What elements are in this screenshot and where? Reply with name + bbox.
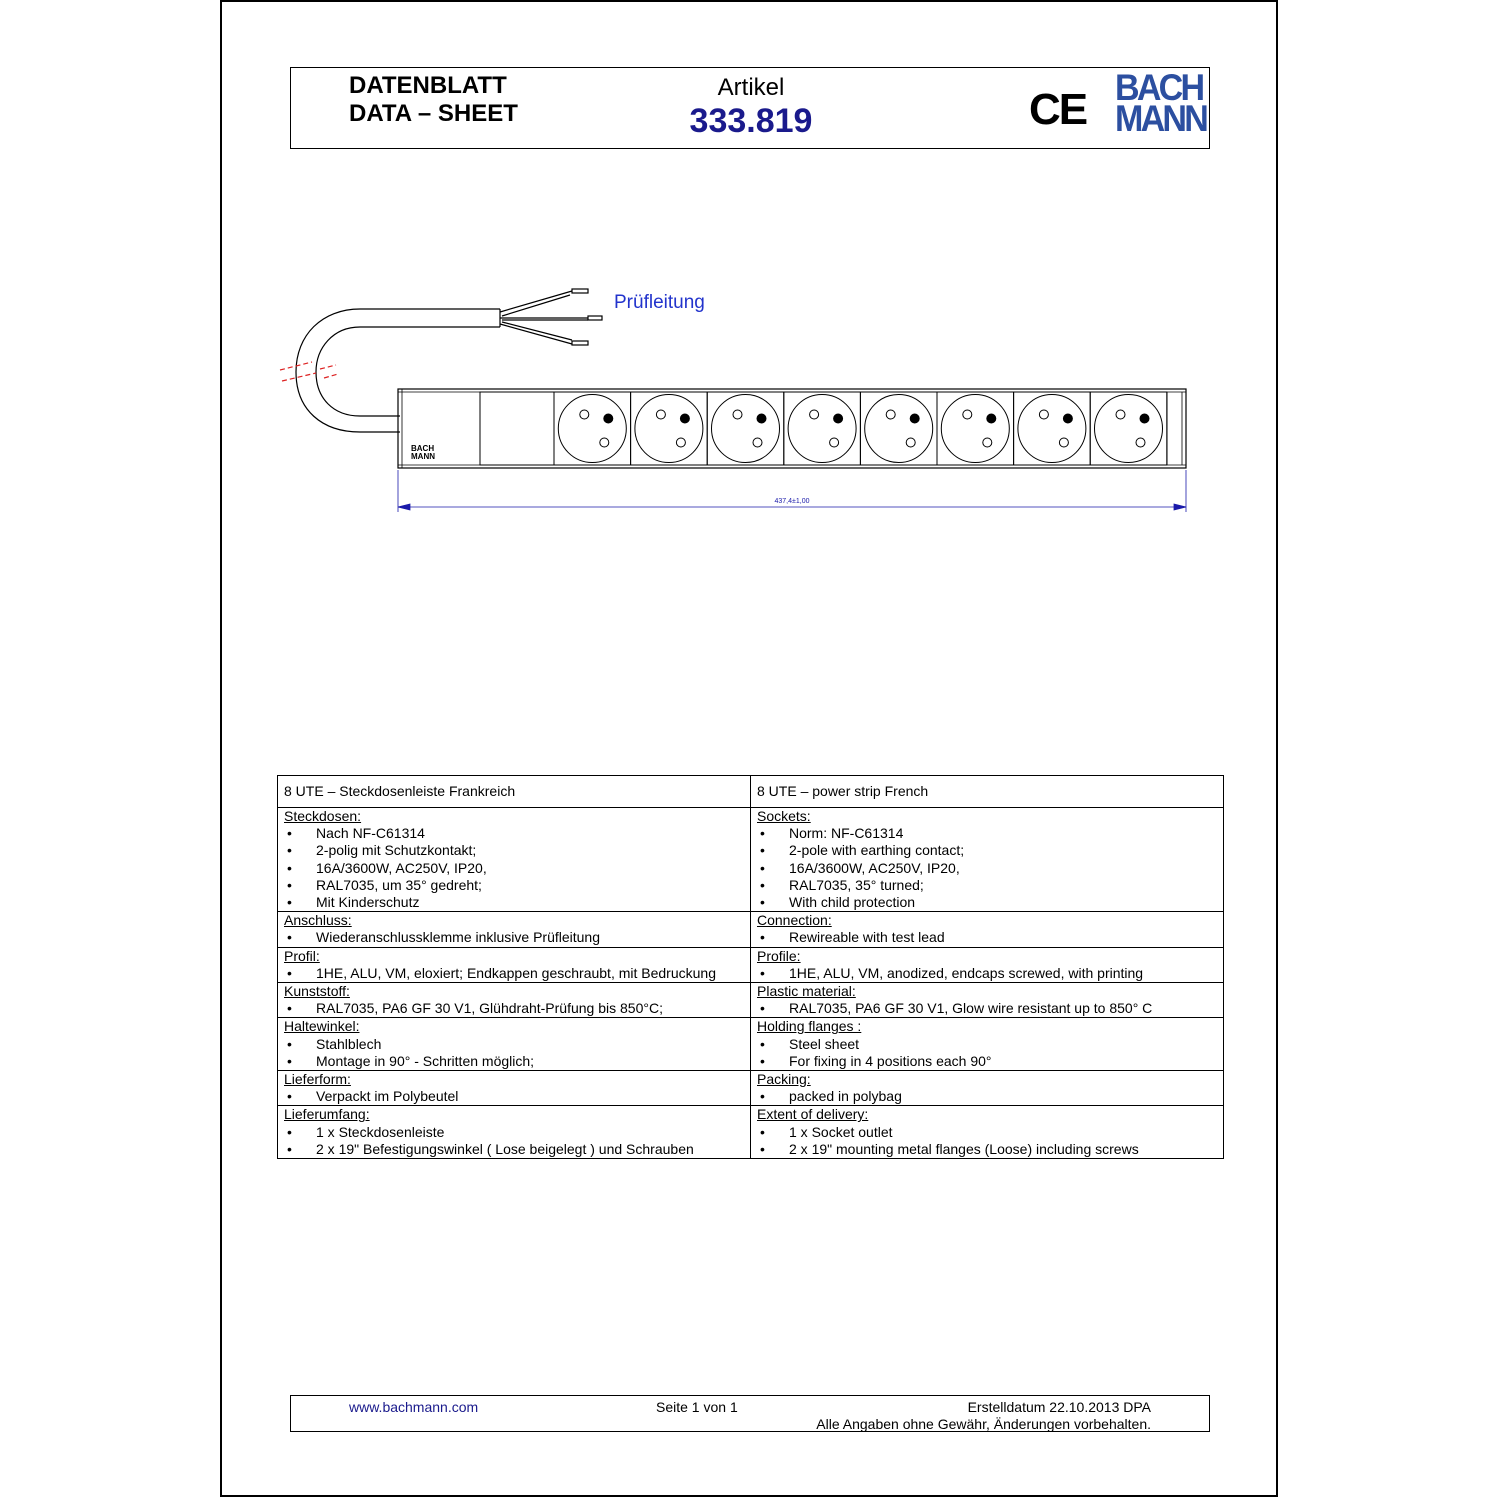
spec-row xyxy=(278,1106,1224,1159)
ce-mark-icon: CE xyxy=(1029,85,1087,134)
spec-list-item: • 1 x Steckdosenleiste xyxy=(284,1124,750,1141)
spec-list xyxy=(284,1036,750,1070)
spec-cell-german xyxy=(278,1018,751,1071)
spec-row xyxy=(278,1071,1224,1106)
socket-outlet xyxy=(937,392,1014,465)
spec-title-english: 8 UTE – power strip French xyxy=(751,776,1224,808)
spec-row xyxy=(278,983,1224,1018)
spec-list-item: • RAL7035, PA6 GF 30 V1, Glow wire resistant up to 850° C xyxy=(757,1000,1223,1017)
spec-list xyxy=(284,1000,750,1017)
spec-heading: Profil: xyxy=(284,947,320,964)
socket-outlet xyxy=(631,392,708,465)
spec-list xyxy=(284,1088,750,1105)
spec-list xyxy=(757,1000,1223,1017)
spec-list-item: • Norm: NF-C61314 xyxy=(757,825,1223,842)
spec-cell-german xyxy=(278,947,751,982)
spec-list-item: • RAL7035, 35° turned; xyxy=(757,877,1223,894)
spec-list-item: • 2-pole with earthing contact; xyxy=(757,842,1223,859)
power-strip xyxy=(398,389,1186,468)
spec-list-item: • 2-polig mit Schutzkontakt; xyxy=(284,842,750,859)
spec-row xyxy=(278,808,1224,912)
spec-heading: Steckdosen: xyxy=(284,808,362,824)
spec-list xyxy=(757,1088,1223,1105)
spec-list-item: • For fixing in 4 positions each 90° xyxy=(757,1053,1223,1070)
socket-outlet xyxy=(784,392,861,465)
spec-list-item: • Mit Kinderschutz xyxy=(284,894,750,911)
spec-list xyxy=(757,1124,1223,1158)
spec-heading: Connection: xyxy=(757,912,832,929)
strip-logo-line-1: BACH xyxy=(411,444,435,453)
cable-label: Prüfleitung xyxy=(614,292,705,313)
specification-table xyxy=(277,775,1224,1159)
spec-list-item: • With child protection xyxy=(757,894,1223,911)
spec-list-item: • 2 x 19" Befestigungswinkel ( Lose beigelegt ) und Schrauben xyxy=(284,1141,750,1158)
spec-heading: Plastic material: xyxy=(757,983,856,1000)
socket-outlet xyxy=(1014,392,1091,465)
logo-line-2: MANN xyxy=(1115,98,1207,139)
spec-heading: Kunststoff: xyxy=(284,983,350,1000)
spec-cell-german xyxy=(278,1106,751,1159)
spec-list xyxy=(757,929,1223,946)
dimension-line xyxy=(398,470,1186,512)
spec-list-item: • RAL7035, PA6 GF 30 V1, Glühdraht-Prüfung bis 850°C; xyxy=(284,1000,750,1017)
title-english: DATA – SHEET xyxy=(349,100,518,127)
spec-cell-german xyxy=(278,808,751,912)
footer-info xyxy=(816,1399,1151,1433)
spec-list-item: • Stahlblech xyxy=(284,1036,750,1053)
spec-row xyxy=(278,947,1224,982)
spec-list-item: • Steel sheet xyxy=(757,1036,1223,1053)
socket-outlet xyxy=(1090,392,1167,465)
footer-disclaimer: Alle Angaben ohne Gewähr, Änderungen vorbehalten. xyxy=(816,1416,1151,1432)
spec-heading: Haltewinkel: xyxy=(284,1018,360,1035)
spec-row xyxy=(278,1018,1224,1071)
spec-cell-german xyxy=(278,983,751,1018)
spec-list-item: • 1HE, ALU, VM, anodized, endcaps screwed, with printing xyxy=(757,965,1223,982)
spec-list xyxy=(284,929,750,946)
spec-list-item: • Montage in 90° - Schritten möglich; xyxy=(284,1053,750,1070)
spec-list-item: • RAL7035, um 35° gedreht; xyxy=(284,877,750,894)
spec-title-row xyxy=(278,776,1224,808)
spec-list-item: • Wiederanschlussklemme inklusive Prüfleitung xyxy=(284,929,750,946)
article-number: 333.819 xyxy=(689,102,813,140)
spec-row xyxy=(278,912,1224,947)
spec-cell-english xyxy=(751,808,1224,912)
spec-heading: Extent of delivery: xyxy=(757,1106,869,1123)
spec-list-item: • 16A/3600W, AC250V, IP20, xyxy=(284,860,750,877)
logo-line-1: BACH xyxy=(1115,67,1203,108)
footer-page-number: Seite 1 von 1 xyxy=(656,1399,738,1415)
spec-list xyxy=(284,965,750,982)
spec-heading: Lieferform: xyxy=(284,1071,351,1088)
spec-heading: Lieferumfang: xyxy=(284,1106,370,1123)
title-german: DATENBLATT xyxy=(349,72,507,99)
spec-cell-english xyxy=(751,1071,1224,1106)
spec-list-item: • Rewireable with test lead xyxy=(757,929,1223,946)
strip-logo-line-2: MANN xyxy=(411,452,435,461)
spec-list-item: • Verpackt im Polybeutel xyxy=(284,1088,750,1105)
socket-row xyxy=(554,392,1167,465)
dimension-label: 437,4±1,00 xyxy=(774,498,810,505)
footer-created-date: Erstelldatum 22.10.2013 DPA xyxy=(967,1399,1151,1415)
spec-list xyxy=(757,965,1223,982)
socket-outlet xyxy=(707,392,784,465)
spec-cell-english xyxy=(751,912,1224,947)
spec-heading: Sockets: xyxy=(757,808,811,824)
spec-cell-german xyxy=(278,1071,751,1106)
spec-list xyxy=(284,825,750,911)
product-drawing xyxy=(0,0,1500,600)
spec-list-item: • packed in polybag xyxy=(757,1088,1223,1105)
spec-list xyxy=(284,1124,750,1158)
socket-outlet xyxy=(554,392,631,465)
spec-cell-english xyxy=(751,1018,1224,1071)
spec-list-item: • 16A/3600W, AC250V, IP20, xyxy=(757,860,1223,877)
spec-cell-english xyxy=(751,983,1224,1018)
spec-list xyxy=(757,825,1223,911)
spec-list-item: • 1 x Socket outlet xyxy=(757,1124,1223,1141)
spec-cell-english xyxy=(751,947,1224,982)
article-label: Artikel xyxy=(717,74,785,101)
spec-cell-german xyxy=(278,912,751,947)
spec-list-item: • 1HE, ALU, VM, eloxiert; Endkappen geschraubt, mit Bedruckung xyxy=(284,965,750,982)
spec-heading: Anschluss: xyxy=(284,912,352,929)
spec-cell-english xyxy=(751,1106,1224,1159)
socket-outlet xyxy=(860,392,937,465)
footer-url[interactable]: www.bachmann.com xyxy=(349,1399,479,1415)
spec-heading: Holding flanges : xyxy=(757,1018,862,1035)
spec-list-item: • Nach NF-C61314 xyxy=(284,825,750,842)
spec-list-item: • 2 x 19" mounting metal flanges (Loose) including screws xyxy=(757,1141,1223,1158)
spec-list xyxy=(757,1036,1223,1070)
document-footer xyxy=(290,1395,1210,1432)
spec-heading: Profile: xyxy=(757,947,801,964)
spec-heading: Packing: xyxy=(757,1071,811,1088)
spec-title-german: 8 UTE – Steckdosenleiste Frankreich xyxy=(278,776,751,808)
